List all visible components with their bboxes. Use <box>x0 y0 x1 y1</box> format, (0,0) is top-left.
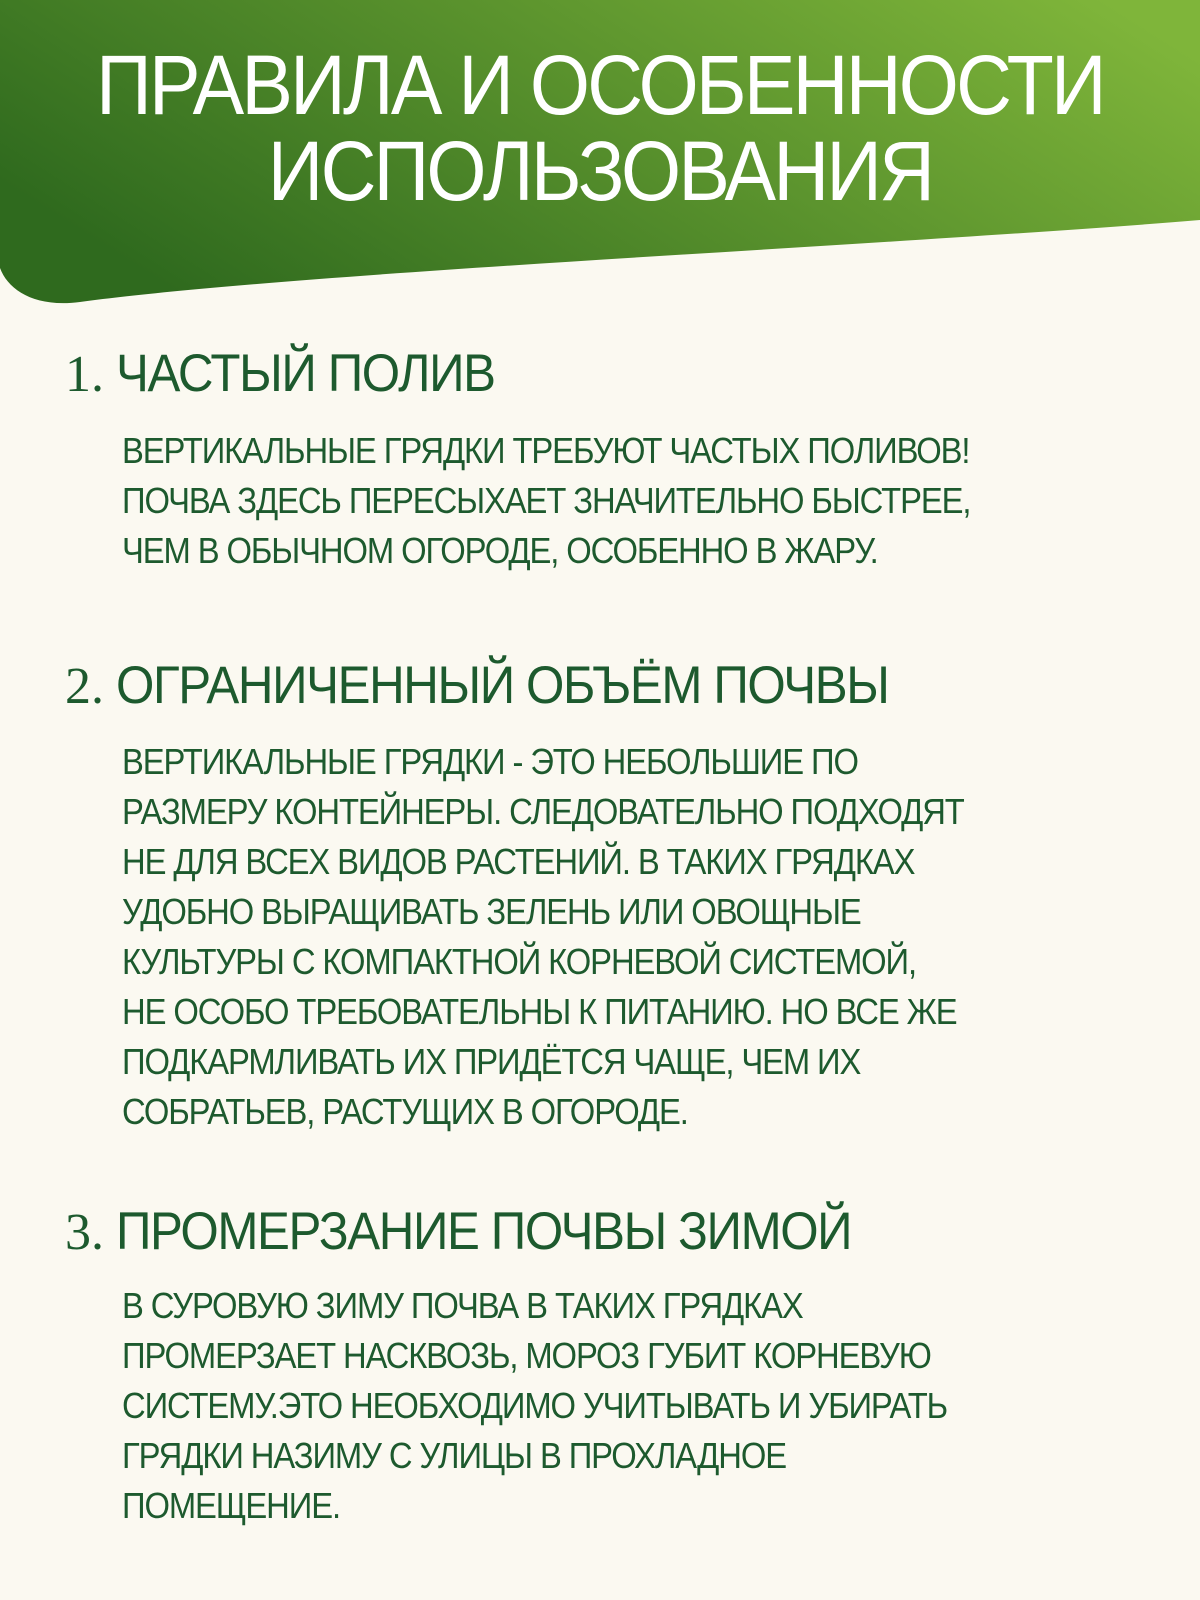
body-line: ПОМЕЩЕНИЕ. <box>122 1485 340 1526</box>
body-line: НЕ ОСОБО ТРЕБОВАТЕЛЬНЫ К ПИТАНИЮ. НО ВСЕ ЖЕ <box>122 991 957 1032</box>
body-line: ГРЯДКИ НАЗИМУ С УЛИЦЫ В ПРОХЛАДНОЕ <box>122 1435 786 1476</box>
section-title: ЧАСТЫЙ ПОЛИВ <box>116 344 495 403</box>
body-line: ПРОМЕРЗАЕТ НАСКВОЗЬ, МОРОЗ ГУБИТ КОРНЕВУЮ <box>122 1335 931 1376</box>
body-line: ВЕРТИКАЛЬНЫЕ ГРЯДКИ ТРЕБУЮТ ЧАСТЫХ ПОЛИВОВ! <box>122 430 970 471</box>
header-banner <box>0 0 1200 310</box>
body-line: КУЛЬТУРЫ С КОМПАКТНОЙ КОРНЕВОЙ СИСТЕМОЙ, <box>122 941 917 982</box>
section-heading <box>65 344 523 405</box>
body-line: РАЗМЕРУ КОНТЕЙНЕРЫ. СЛЕДОВАТЕЛЬНО ПОДХОДЯТ <box>122 791 964 832</box>
page-title-line: ПРАВИЛА И ОСОБЕННОСТИ <box>96 38 1104 132</box>
section-title: ОГРАНИЧЕННЫЙ ОБЪЁМ ПОЧВЫ <box>116 656 889 715</box>
body-line: ПОДКАРМЛИВАТЬ ИХ ПРИДЁТСЯ ЧАЩЕ, ЧЕМ ИХ <box>122 1041 861 1082</box>
body-line: НЕ ДЛЯ ВСЕХ ВИДОВ РАСТЕНИЙ. В ТАКИХ ГРЯДКАХ <box>122 841 915 882</box>
section-heading <box>65 1202 907 1263</box>
section-number: 1. <box>65 346 104 403</box>
body-line: В СУРОВУЮ ЗИМУ ПОЧВА В ТАКИХ ГРЯДКАХ <box>122 1285 803 1326</box>
section-body <box>122 737 1182 1137</box>
body-line: СИСТЕМУ.ЭТО НЕОБХОДИМО УЧИТЫВАТЬ И УБИРАТЬ <box>122 1385 948 1426</box>
body-line: ВЕРТИКАЛЬНЫЕ ГРЯДКИ - ЭТО НЕБОЛЬШИЕ ПО <box>122 741 858 782</box>
body-line: СОБРАТЬЕВ, РАСТУЩИХ В ОГОРОДЕ. <box>122 1091 688 1132</box>
body-line: ПОЧВА ЗДЕСЬ ПЕРЕСЫХАЕТ ЗНАЧИТЕЛЬНО БЫСТРЕЕ, <box>122 480 971 521</box>
section-number: 2. <box>65 658 104 715</box>
section-body <box>122 426 1182 576</box>
section-heading <box>65 656 947 717</box>
page-title-line: ИСПОЛЬЗОВАНИЯ <box>267 124 933 218</box>
section-number: 3. <box>65 1204 104 1261</box>
page-title <box>48 38 1152 218</box>
body-line: УДОБНО ВЫРАЩИВАТЬ ЗЕЛЕНЬ ИЛИ ОВОЩНЫЕ <box>122 891 861 932</box>
section-body <box>122 1281 1182 1531</box>
section-title: ПРОМЕРЗАНИЕ ПОЧВЫ ЗИМОЙ <box>116 1202 852 1261</box>
body-line: ЧЕМ В ОБЫЧНОМ ОГОРОДЕ, ОСОБЕННО В ЖАРУ. <box>122 530 878 571</box>
